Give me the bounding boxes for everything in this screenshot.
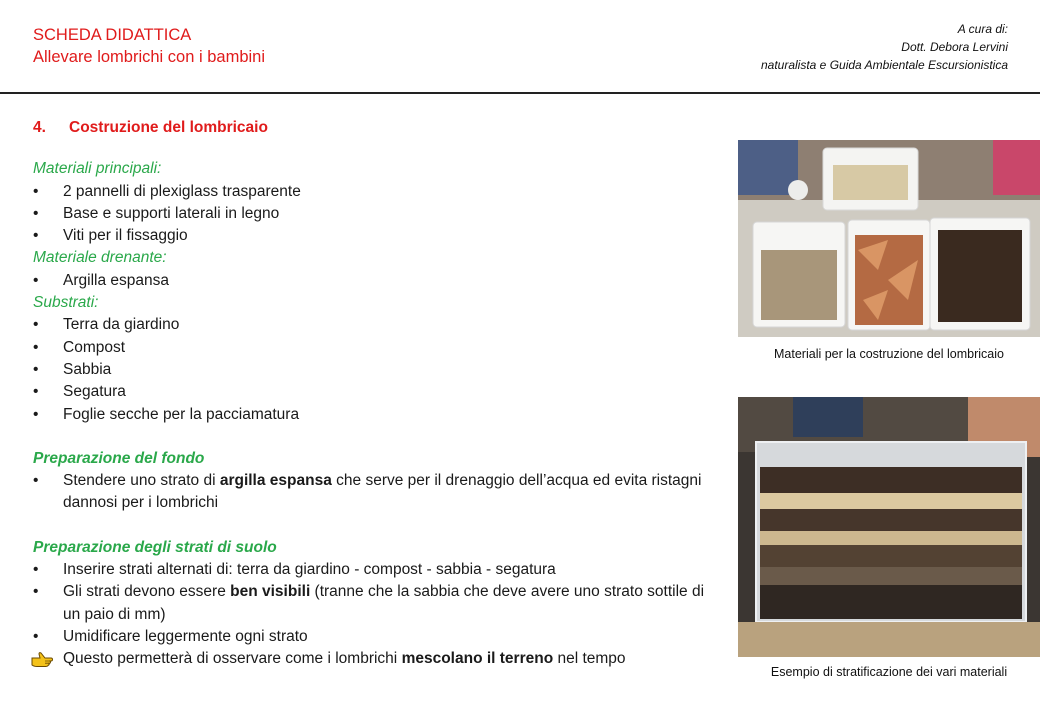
document-type-title: SCHEDA DIDATTICA <box>33 26 192 44</box>
text-segment: nel tempo <box>553 650 626 668</box>
list-item <box>33 626 723 648</box>
bullet <box>33 381 63 403</box>
list-item-text: Terra da giardino <box>63 316 180 334</box>
list-item-text: Base e supporti laterali in legno <box>63 204 280 222</box>
main-materials-list <box>33 181 723 248</box>
emphasis-text: mescolano il terreno <box>401 650 554 668</box>
list-item-text: Sabbia <box>63 360 112 378</box>
author-role: naturalista e Guida Ambientale Escursionistica <box>760 58 1008 72</box>
list-item-text: Compost <box>63 338 126 356</box>
prep-layers-label: Preparazione degli strati di suolo <box>33 538 277 556</box>
materials-photo <box>738 140 1040 337</box>
bullet <box>33 225 63 247</box>
header-divider <box>0 92 1040 94</box>
list-item-text: Inserire strati alternati di: terra da giardino - compost - sabbia - segatura <box>63 561 556 579</box>
list-item <box>33 203 723 225</box>
bullet <box>33 626 63 648</box>
main-content <box>33 117 723 671</box>
bullet <box>33 404 63 426</box>
text-segment: Stendere uno strato di <box>63 472 220 490</box>
prep-layers-list <box>33 559 723 670</box>
emphasis-text: ben visibili <box>230 583 311 601</box>
drain-material-list <box>33 270 723 292</box>
text-segment: Gli strati devono essere <box>63 583 231 601</box>
emphasis-text: argilla espansa <box>219 472 332 490</box>
author-name: Dott. Debora Lervini <box>901 40 1008 54</box>
bullet <box>33 203 63 225</box>
list-item <box>33 270 723 292</box>
substrates-label: Substrati: <box>33 294 99 312</box>
list-item-text: Argilla espansa <box>63 271 169 289</box>
bullet <box>33 270 63 292</box>
bullet <box>33 337 63 359</box>
list-item <box>33 225 723 247</box>
list-item <box>33 559 723 581</box>
stratification-photo <box>738 397 1040 657</box>
substrates-list <box>33 314 723 425</box>
main-materials-label: Materiali principali: <box>33 160 162 178</box>
list-item <box>33 470 723 515</box>
text-segment: che serve per il drenaggio dell’acqua ed evita ristagni dannosi per i lombrichi <box>63 472 702 512</box>
list-item <box>33 381 723 403</box>
section-number: 4. <box>33 119 46 136</box>
stratification-photo-caption: Esempio di stratificazione dei vari materiali <box>770 665 1008 679</box>
drain-material-label: Materiale drenante: <box>33 249 167 267</box>
prep-bottom-list <box>33 470 723 515</box>
text-segment: (tranne che la sabbia che deve avere uno strato sottile di un paio di mm) <box>63 583 705 623</box>
list-item <box>33 359 723 381</box>
bullet <box>33 314 63 336</box>
list-item-text: Foglie secche per la pacciamatura <box>63 405 300 423</box>
section-heading <box>33 117 723 139</box>
list-item-text: 2 pannelli di plexiglass trasparente <box>63 182 301 200</box>
list-item <box>33 337 723 359</box>
bullet <box>33 470 63 492</box>
spacer <box>33 515 723 537</box>
list-item-text: Umidificare leggermente ogni strato <box>63 627 308 645</box>
list-item-text: Segatura <box>63 383 126 401</box>
note-item <box>33 648 723 670</box>
document-subtitle: Allevare lombrichi con i bambini <box>33 48 266 66</box>
spacer <box>33 426 723 448</box>
author-intro: A cura di: <box>957 22 1008 36</box>
list-item-text: Viti per il fissaggio <box>63 227 188 245</box>
materials-photo-caption: Materiali per la costruzione del lombricaio <box>774 347 1004 361</box>
bullet <box>33 359 63 381</box>
author-block <box>761 20 1008 74</box>
list-item <box>33 314 723 336</box>
bullet <box>33 559 63 581</box>
section-title: Costruzione del lombricaio <box>69 119 268 136</box>
prep-bottom-label: Preparazione del fondo <box>33 449 205 467</box>
document-header <box>33 24 265 68</box>
list-item <box>33 581 723 626</box>
bullet <box>33 181 63 203</box>
list-item <box>33 404 723 426</box>
pointing-hand-icon <box>31 650 53 668</box>
bullet <box>33 581 63 603</box>
list-item <box>33 181 723 203</box>
text-segment: Questo permetterà di osservare come i lombrichi <box>63 650 402 668</box>
